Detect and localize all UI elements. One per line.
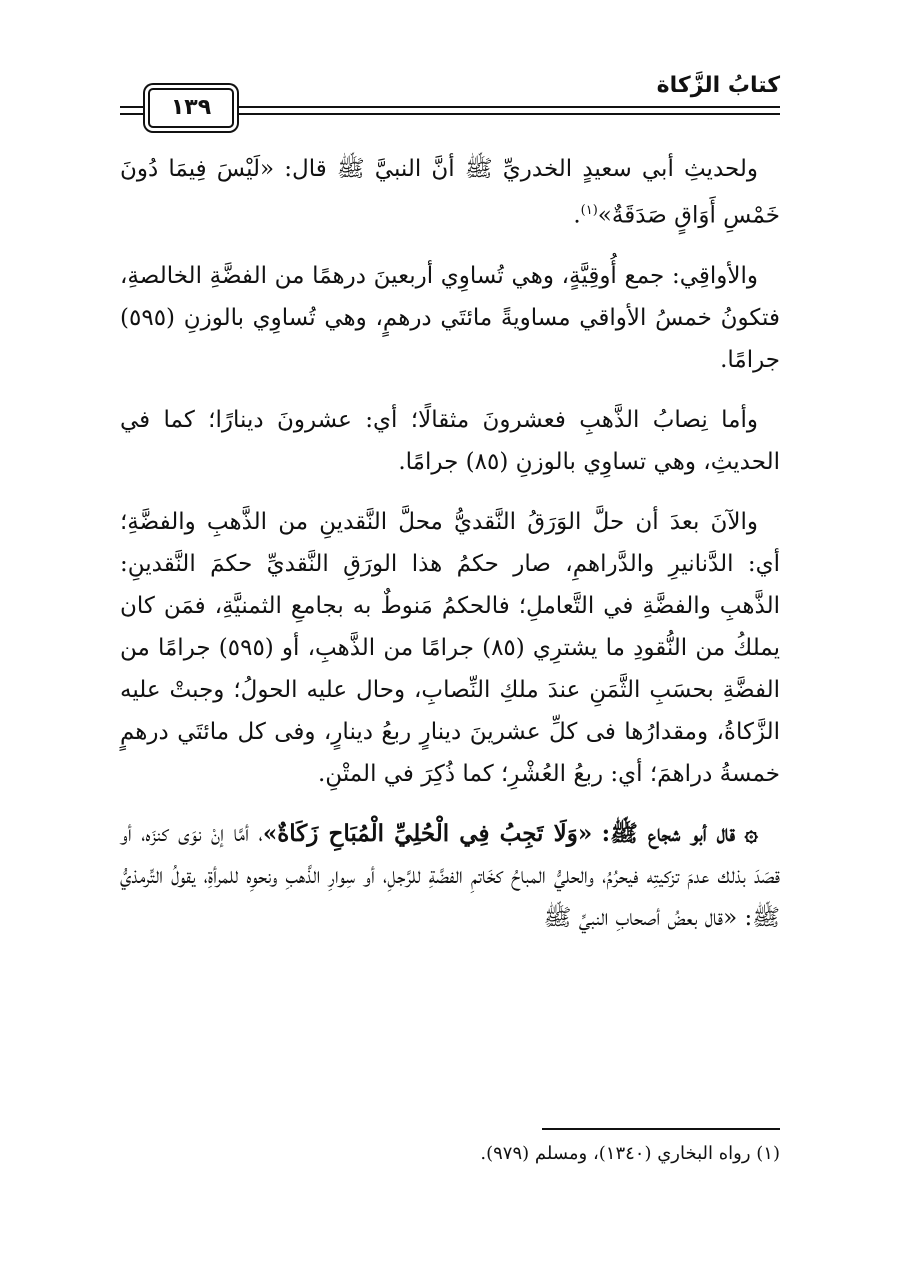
paragraph-abu-shuja: [120, 813, 780, 939]
running-header-title: كتابُ الزَّكاة: [656, 73, 780, 98]
page-body: [120, 148, 780, 957]
paragraph-text: ، أمَّا إنْ نوَى كنزَه، أو قصَدَ بذلك عدمَ تزكيتِه فيحرُمُ، والحليُّ المباحُ كخَاتمِ الفضَّةِ للرَّجلِ، أو سِوارِ الذَّهبِ ونحوِه للمرأةِ، يقولُ التِّرمذيُّ ﷺ: «قال بعضُ أصحابِ النبيِّ ﷺ: [120, 820, 780, 931]
matn-quote: «وَلَا تَجِبُ فِي الْحُلِيِّ الْمُبَاحِ زَكَاةٌ»: [262, 819, 593, 847]
paragraph-paper-money: والآنَ بعدَ أن حلَّ الوَرَقُ النَّقديُّ محلَّ النَّقدينِ من الذَّهبِ والفضَّةِ؛ أي: الدَّنانيرِ والدَّراهمِ، صار حكمُ هذا الورَقِ النَّقديِّ حكمَ النَّقدينِ: الذَّهبِ والفضَّةِ في التَّعاملِ؛ فالحكمُ مَنوطٌ به بجامعِ الثمنيَّةِ، فمَن كان يملكُ من النُّقودِ ما يشترِي (٨٥) جرامًا من الذَّهبِ، أو (٥٩٥) جرامًا من الفضَّةِ بحسَبِ الثَّمَنِ عندَ ملكِ النِّصابِ، وحال عليه الحولُ؛ وجبتْ عليه الزَّكاةُ، ومقدارُها فى كلِّ عشرينَ دينارٍ ربعُ دينارٍ، وفى كل مائتَي درهمٍ خمسةُ دراهمَ؛ أي: ربعُ العُشْرِ؛ كما ذُكِرَ في المتْنِ.: [120, 508, 781, 787]
page-number: ١٣٩: [148, 88, 234, 128]
footnote-separator: [542, 1128, 780, 1130]
paragraph-hadith: [120, 148, 780, 237]
paragraph-text: ولحديثِ أبي سعيدٍ الخدريِّ ﷺ أنَّ النبيَّ ﷺ قال: «لَيْسَ فِيمَا دُونَ خَمْسِ أَوَاقٍ صَدَقَةٌ»: [120, 156, 780, 229]
paragraph-end-mark: .: [573, 202, 581, 229]
footnote-reference: (١): [580, 203, 598, 218]
paragraph-gold-nisab: وأما نِصابُ الذَّهبِ فعشرونَ مثقالًا؛ أي: عشرونَ دينارًا؛ كما في الحديثِ، وهي تساوِي بالوزنِ (٨٥) جرامًا.: [120, 406, 780, 475]
paragraph-lead: قال أبو شجاع ﷺ:: [601, 819, 736, 847]
section-mark-icon: ۞: [744, 819, 758, 847]
footnote: (١) رواه البخاري (١٣٤٠)، ومسلم (٩٧٩).: [480, 1143, 780, 1164]
paragraph-awaqi: والأواقِي: جمع أُوقِيَّةٍ، وهي تُساوِي أربعينَ درهمًا من الفضَّةِ الخالصةِ، فتكونُ خمسُ الأواقي مساويةً مائتَي درهمٍ، وهي تُساوِي بالوزنِ (٥٩٥) جرامًا.: [120, 262, 780, 373]
